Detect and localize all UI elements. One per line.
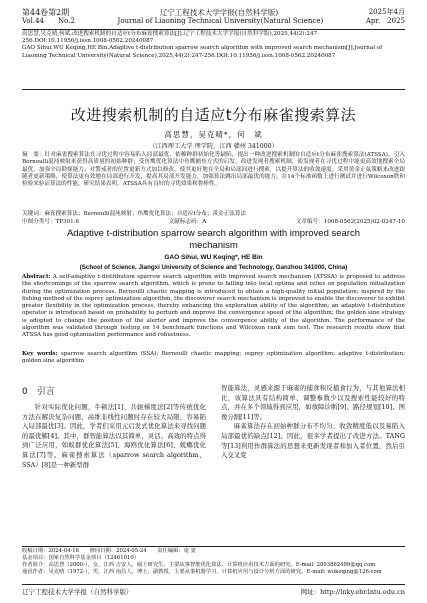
right-column xyxy=(221,384,405,461)
intro-paragraph-2: 智能算法，灵感来源于麻雀的捕食和反捕食行为，与其他算法相比，该算法具有结构简单、调整参数少以及搜索性能较好的特点，并在多个领域得到应用，如故障诊断[9]、路径规划[10]、图像分割[11]等。 xyxy=(221,384,405,421)
page-footer xyxy=(22,587,405,596)
keywords-en-text: sparrow search algorithm (SSA); Bernoulli chaotic mapping; osprey optimization algorithm; adaptive t-distribution; golden sine algorithm xyxy=(22,351,406,365)
volume-en: Vol.44 No.2 xyxy=(22,17,75,25)
affiliation-en: (School of Science, Jiangxi University of Science and Technology, Ganzhou 341000, China) xyxy=(79,264,348,271)
affiliation-cn: （江西理工大学 理学院，江西 赣州 341000） xyxy=(149,143,278,150)
footnotes xyxy=(22,548,405,576)
keywords-en xyxy=(22,351,405,366)
footer-rule xyxy=(22,584,405,585)
clc-number: 中图分类号：TP301.6 xyxy=(22,219,80,225)
keywords-cn: 关键词：麻雀搜索算法；Bernoulli混沌映射；鱼鹰优化算法；自适应t分布；黄金正弦算法 xyxy=(22,211,247,217)
citation-rule xyxy=(22,89,405,90)
keywords-en-label: Key words: xyxy=(22,351,58,357)
abstract-cn: 摘 要：针对麻雀搜索算法在寻优过程中容易陷入局部最优、依赖种群初始化等缺陷，提出一种改进搜索机制的自适应t分布麻雀搜索算法(ATSSA)。引入Bernoulli混沌映射来获得高质量的初始种群；受鱼鹰优化算法中鱼鹰捕鱼方式的启发，改进发现者搜索机制，使发现者在寻优过程中能更高效地搜索全局最优，加强全局勘探能力；对警戒者的位置更新方式加以修改，使其更好地在全局和局部间进行搜索，以提升算法的收敛速度；采用黄金正弦策略来改进跟随者更新策略，使算法更有效地在局部进行开发，提高其局部开发能力，加强算法跳出局部最优的能力。在14个标准函数上进行测试并进行Wilcoxon秩和检验来验证算法的性能，研究结果表明，ATSSA具有良好的寻优效果和鲁棒性。 xyxy=(22,152,405,188)
journal-name-en: Journal of Liaoning Technical University(Natural Science) xyxy=(117,17,324,25)
footnote-author: 作者简介：高思慧（2000-），女，江西 吉安人，硕士研究生，主要从事智能优化算法、计算机应用技术方面的研究。E-mail: 2893862499@qq.com xyxy=(22,561,376,568)
intro-paragraph-3: 麻雀算法存在初始种群分布不均匀、收敛精度低以及易陷入局部最优的缺点[12]。因此，很多学者提出了改进方法。TANG等[13]利用作群算法的思想来更新发现者和加入者位置，然后引入交叉变 xyxy=(221,422,405,460)
citation-block xyxy=(22,31,405,60)
footnote-corresponding: 通讯作者：吴克晴（1972-），男，江西 南昌人，博士，副教授，主要从事机器学习、计算机应用与设计分析方面的研究。E-mail: wukeqing@126.com xyxy=(22,568,382,575)
classification-row xyxy=(22,219,405,226)
date-en: Apr. 2025 xyxy=(365,17,405,25)
footer-url: 网址：http://lnky.ebr.lntu.edu.cn xyxy=(300,588,405,596)
document-code: 文献标志码：A xyxy=(168,219,207,225)
volume-cn: 第44卷第2期 xyxy=(22,8,70,17)
footnote-funding: 基金项目：国家自然科学基金项目（12461010） xyxy=(22,554,140,561)
intro-paragraph-1: 针对实际优化问题，牛顿法[1]、共轭梯度法[2]等传统优化方法在解决复杂问题、高维非线性问题时存在较大局限，容易陷入局部最优[3]。因此，学者们采用元启发式优化算法来寻找问题的最优解[4]。其中，群智能算法以其简单、灵活、高效的特点得到广泛应用，如蚁群优化算法[5]、海鸥优化算法[6]、蜣螂优化算法[7]等。麻雀搜索算法（sparrow search algorithm，SSA）[8]是一种新型群 xyxy=(22,403,206,469)
abstract-en-label: Abstract: xyxy=(22,274,51,280)
paper-title-cn: 改进搜索机制的自适应t分布麻雀搜索算法 xyxy=(70,106,357,124)
journal-name-cn: 辽宁工程技术大学学报(自然科学版) xyxy=(159,8,279,17)
left-column xyxy=(22,384,206,470)
journal-header xyxy=(22,8,405,26)
paper-title-en: Adaptive t-distribution sparrow search algorithm with improved search mechanism xyxy=(66,228,361,251)
citation-cn: 高思慧,吴克晴,何斌.改进搜索机制的自适应t分布麻雀搜索算法[J].辽宁工程技术大学学报(自然科学版),2025,44(2):247-256.DOI:10.11956/j.issn.1008-0562.20240087 xyxy=(22,31,319,45)
section-heading: 0 引言 xyxy=(22,387,55,397)
header-rule xyxy=(22,29,405,30)
authors-cn: 高思慧，吴克晴*，何 斌 xyxy=(164,130,263,139)
abstract-en xyxy=(22,274,405,340)
article-number: 文章编号：1008-0562(2025)02-0247-10 xyxy=(295,219,405,225)
abstract-en-text: A self-adaptive t-distribution sparrow search algorithm with improved search mechanism (ATSSA) is proposed to address the shortcomings of the sparrow search algorithm, which is prone to falling into local optima and relies on population initialization during the optimization process. Bernoulli chaotic mapping is introduced to obtain a high-quality initial population; inspired by the fishing method of the osprey optimization algorithm, the discoverer search mechanism is improved to enable the discoverer to exhibit greater flexibility in the optimization process, thereby enhancing the exploration ability of the algorithm; an adaptive t-distribution operator is introduced based on probability to perturb and improve the convergence speed of the algorithm; the golden sine strategy is adopted to change the position of the alerter and improve the convergence ability of the algorithm. The performance of the algorithm was validated through testing on 14 benchmark functions and Wilcoxon rank sum test. The research results show that ATSSA has good optimization performance and robustness. xyxy=(22,274,405,339)
citation-en: GAO Sihui,WU Keqing,HE Bin.Adaptive t-distribution sparrow search algorithm with improved search mechanism[J].Journal of Liaoning Technical University(Natural Science),2025,44(2):247-256.DOI:10.11956/j.issn.1008-0562.20240087 xyxy=(22,45,383,59)
footer-journal: 辽宁工程技术大学学报（自然科学版） xyxy=(22,588,133,596)
authors-en: GAO Sihui, WU Keqing*, HE Bin xyxy=(164,254,263,261)
footnote-rule xyxy=(22,546,405,547)
footnote-received: 收稿日期：2024-04-16 修回日期：2024-05-24 责任编辑：庞 宽 xyxy=(22,548,196,554)
date-cn: 2025年4月 xyxy=(368,8,405,16)
